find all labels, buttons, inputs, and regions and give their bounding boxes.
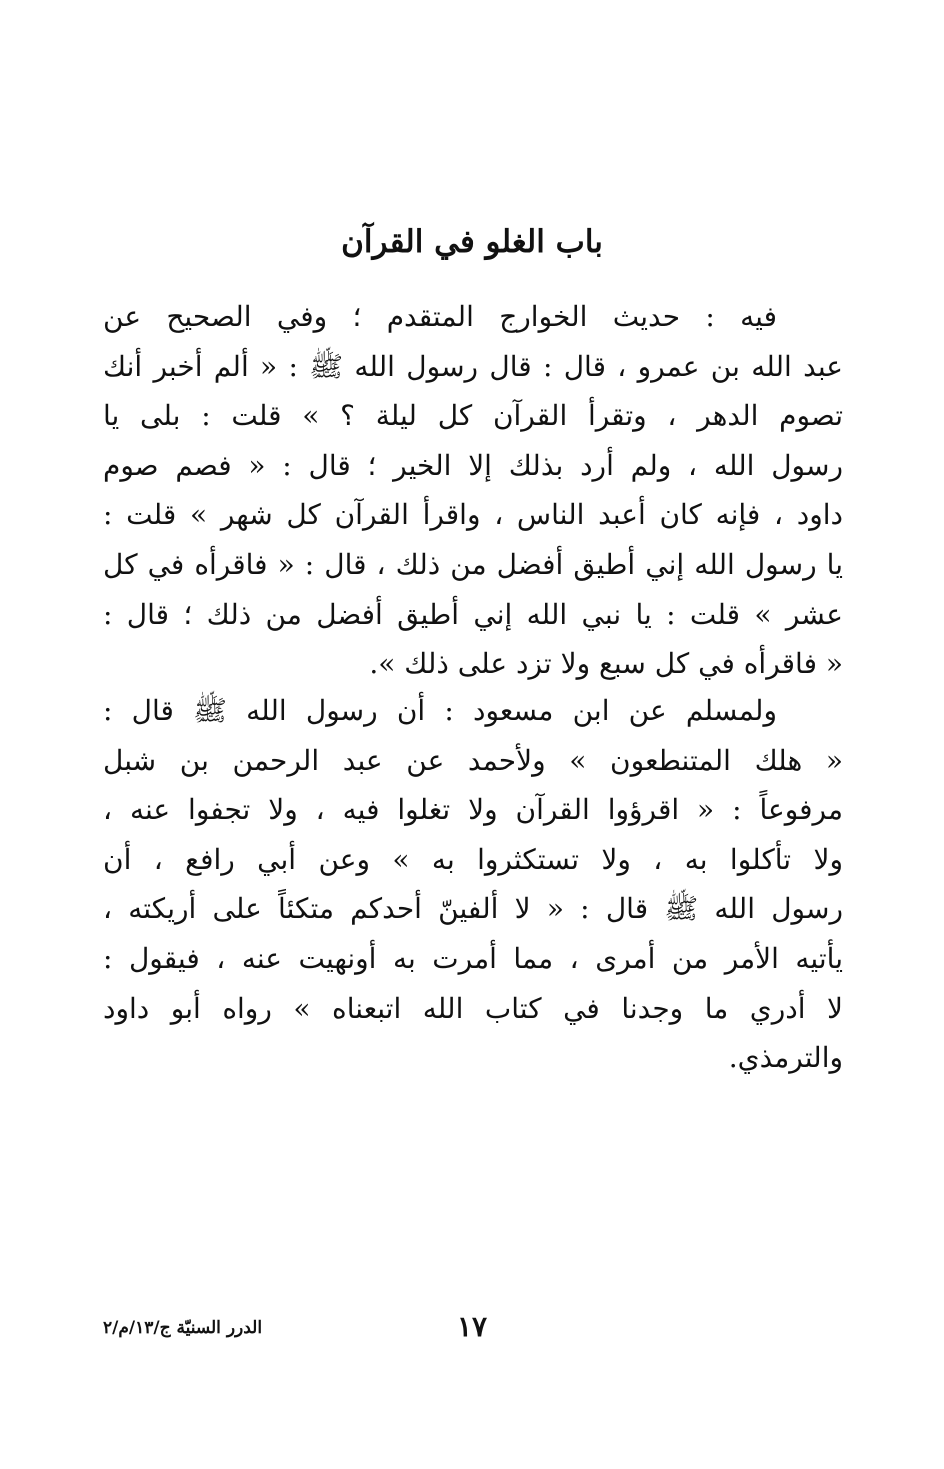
text-line: « هلك المتنطعون » ولأحمد عن عبد الرحمن بن شبل — [103, 743, 843, 777]
text-line: رسول الله ﷺ قال : « لا ألفينّ أحدكم متكئاً على أريكته ، — [103, 892, 843, 926]
text-line: ولمسلم عن ابن مسعود : أن رسول الله ﷺ قال : — [103, 694, 777, 727]
text-line: فيه : حديث الخوارج المتقدم ؛ وفي الصحيح عن — [103, 300, 777, 333]
text-line: عبد الله بن عمرو ، قال : قال رسول الله ﷺ : « ألم أخبر أنك — [103, 349, 843, 383]
text-line: رسول الله ، ولم أرد بذلك إلا الخير ؛ قال : « فصم صوم — [103, 448, 843, 482]
chapter-title: باب الغلو في القرآن — [341, 224, 603, 260]
text-line: عشر » قلت : يا نبي الله إني أطيق أفضل من ذلك ؛ قال : — [103, 597, 843, 631]
text-line: لا أدري ما وجدنا في كتاب الله اتبعناه » رواه أبو داود — [103, 991, 843, 1025]
text-line: ولا تأكلوا به ، ولا تستكثروا به » وعن أبي رافع ، أن — [103, 842, 843, 876]
footer-reference: الدرر السنيّة ج/١٣/م/٢ — [103, 1318, 263, 1338]
page-footer — [0, 1310, 944, 1350]
paragraph-2 — [103, 686, 843, 1083]
text-line: يا رسول الله إني أطيق أفضل من ذلك ، قال : « فاقرأه في كل — [103, 547, 843, 581]
text-line: يأتيه الأمر من أمرى ، مما أمرت به أونهيت عنه ، فيقول : — [103, 941, 843, 975]
text-line: مرفوعاً : « اقرؤوا القرآن ولا تغلوا فيه ، ولا تجفوا عنه ، — [103, 793, 843, 827]
paragraph-1 — [103, 292, 843, 689]
text-line: تصوم الدهر ، وتقرأ القرآن كل ليلة ؟ » قلت : بلى يا — [103, 399, 843, 433]
text-line: « فاقرأه في كل سبع ولا تزد على ذلك ». — [369, 647, 843, 681]
page-number: ١٧ — [456, 1310, 488, 1343]
text-line: والترمذي. — [728, 1041, 843, 1075]
text-line: داود ، فإنه كان أعبد الناس ، واقرأ القرآن كل شهر » قلت : — [103, 498, 843, 532]
